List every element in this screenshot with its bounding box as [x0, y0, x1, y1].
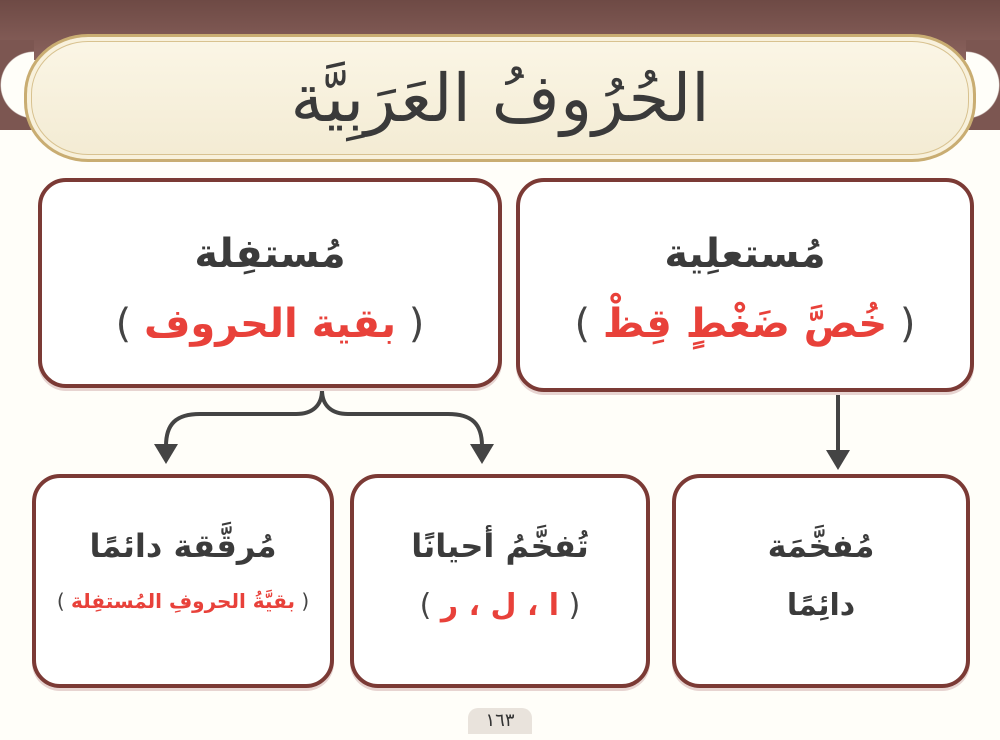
box-mustaliya: [516, 178, 974, 392]
mufakhkhama-line1: مُفخَّمَة: [767, 527, 875, 565]
mufakhkhama-line2: دائِمًا: [786, 588, 856, 623]
box-mustafila: [38, 178, 502, 388]
close-paren: ): [56, 589, 65, 613]
arrow-mustafila-to-branches: [166, 390, 482, 446]
mustafila-letters: بقية الحروف: [143, 301, 397, 347]
open-paren: (: [408, 301, 425, 347]
box-tufakhkham: [350, 474, 650, 688]
muraqqaqa-heading: مُرقَّقة دائمًا: [89, 527, 277, 565]
arrowhead-muraqqaqa: [154, 444, 178, 464]
mustafila-heading: مُستفِلة: [194, 231, 346, 277]
muraqqaqa-letters-line: [36, 586, 330, 616]
tufakhkham-letters: ا ، ل ، ر: [440, 588, 560, 623]
close-paren: ): [115, 301, 132, 347]
open-paren: (: [568, 588, 581, 623]
close-paren: ): [574, 301, 591, 347]
arrowhead-mufakhkhama: [826, 450, 850, 470]
box-muraqqaqa: [32, 474, 334, 688]
open-paren: (: [899, 301, 916, 347]
mustaliya-heading: مُستعلِية: [664, 231, 826, 277]
close-paren: ): [419, 588, 432, 623]
tufakhkham-letters-line: [354, 584, 646, 628]
box-mufakhkhama: [672, 474, 970, 688]
open-paren: (: [301, 589, 310, 613]
mustaliya-letters-line: [520, 298, 970, 350]
mustaliya-letters: خُصَّ ضَغْطٍ قِظْ: [602, 301, 888, 347]
page-number: ١٦٣: [468, 708, 532, 734]
page-title: الحُرُوفُ العَرَبِيَّة: [290, 60, 710, 137]
tufakhkham-heading: تُفخَّمُ أحيانًا: [411, 527, 589, 565]
muraqqaqa-letters: بقيَّةُ الحروفِ المُستفِلة: [71, 589, 295, 613]
mustafila-letters-line: [42, 298, 498, 350]
arrowhead-tufakhkham: [470, 444, 494, 464]
